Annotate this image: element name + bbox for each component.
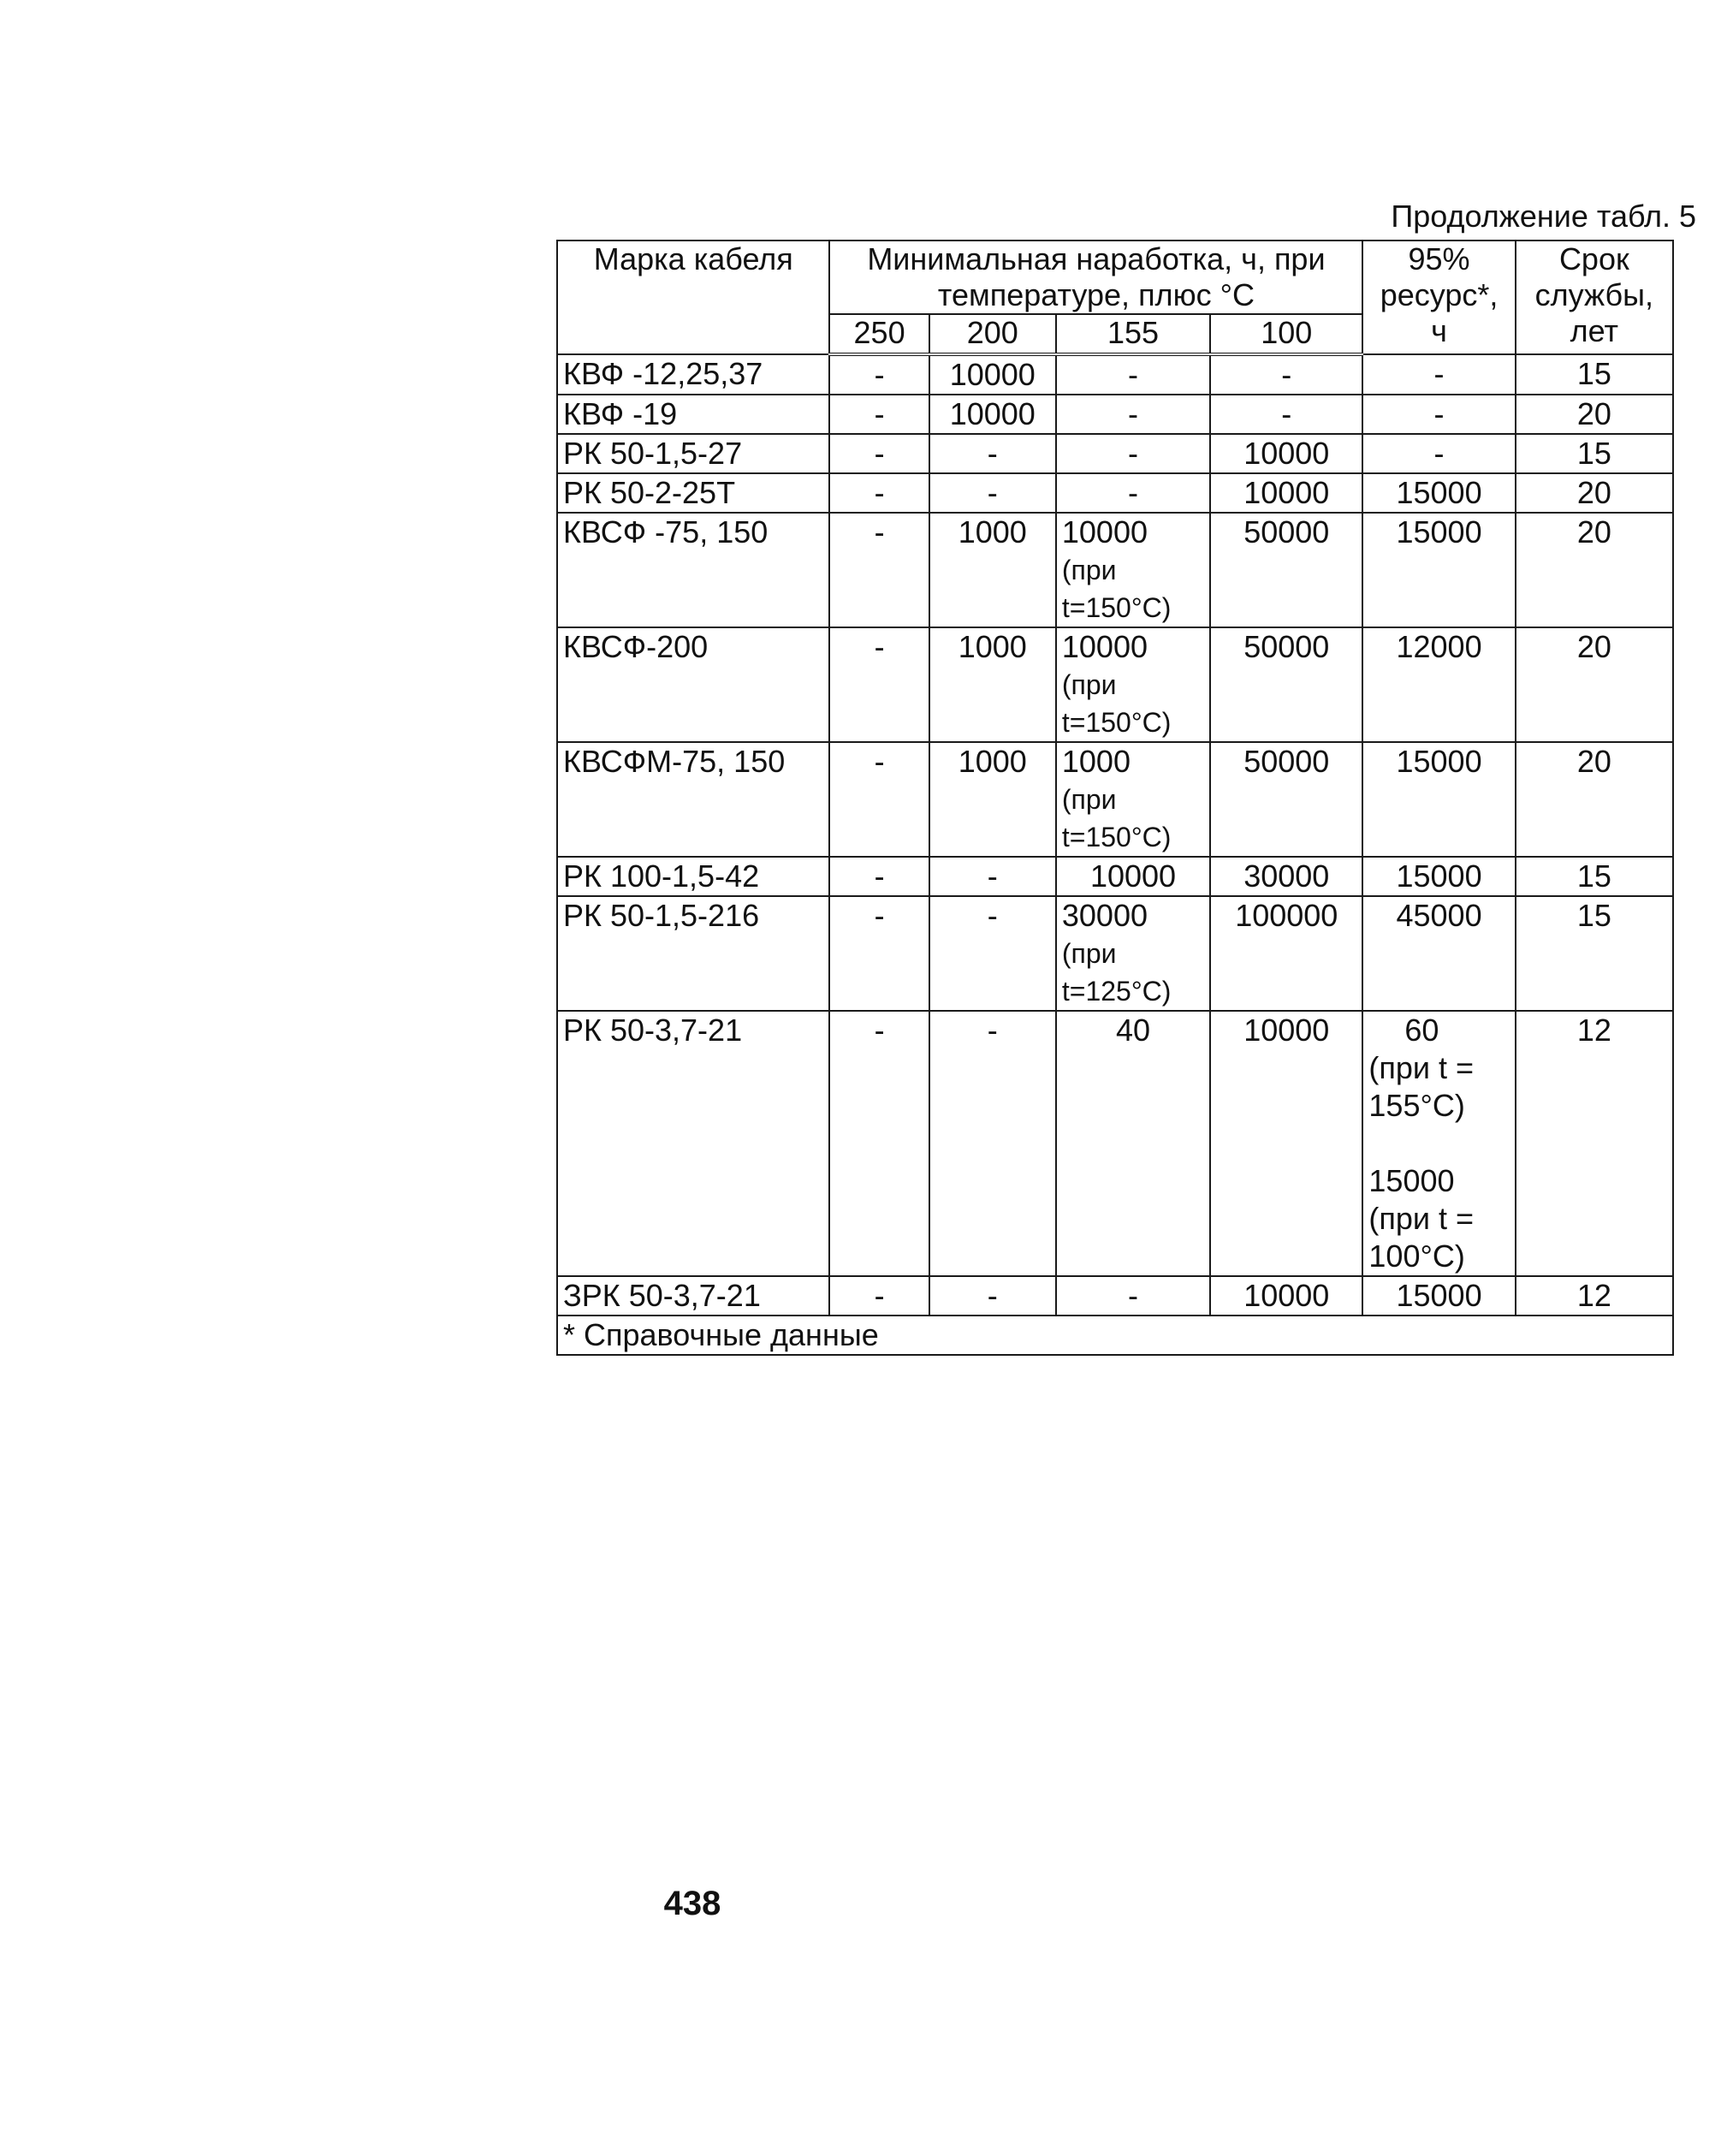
cell-t200: - bbox=[929, 473, 1056, 513]
table-row bbox=[557, 354, 1673, 395]
cable-runtime-table bbox=[556, 240, 1674, 1356]
cell-life: 20 bbox=[1516, 513, 1673, 627]
table-row bbox=[557, 896, 1673, 1011]
cell-life: 12 bbox=[1516, 1011, 1673, 1276]
cell-resource: 15000 bbox=[1362, 1276, 1515, 1316]
cell-t250: - bbox=[829, 473, 929, 513]
cell-brand: КВФ -12,25,37 bbox=[557, 354, 829, 395]
cell-t200: - bbox=[929, 1011, 1056, 1276]
table-row bbox=[557, 742, 1673, 857]
cell-t155-value: 10000 bbox=[1061, 629, 1148, 664]
table-row bbox=[557, 434, 1673, 473]
cell-t250: - bbox=[829, 1011, 929, 1276]
cell-resource-note: (при t = bbox=[1368, 1050, 1475, 1085]
cell-t155-note: (при bbox=[1061, 555, 1117, 585]
cell-t250: - bbox=[829, 395, 929, 434]
cell-t155: - bbox=[1056, 434, 1210, 473]
cell-t155-note: (при bbox=[1061, 669, 1117, 700]
cell-t155-value: 1000 bbox=[1061, 744, 1131, 779]
table-footnote: * Справочные данные bbox=[557, 1316, 1673, 1355]
cell-t155-note: t=125°С) bbox=[1061, 976, 1172, 1007]
cell-t155 bbox=[1056, 742, 1210, 857]
cell-life: 15 bbox=[1516, 434, 1673, 473]
cell-t200: 10000 bbox=[929, 354, 1056, 395]
cell-life: 12 bbox=[1516, 1276, 1673, 1316]
cell-brand: РК 50-2-25Т bbox=[557, 473, 829, 513]
table-row bbox=[557, 395, 1673, 434]
cell-brand: КВСФ -75, 150 bbox=[557, 513, 829, 627]
cell-life: 15 bbox=[1516, 354, 1673, 395]
cell-t155 bbox=[1056, 627, 1210, 742]
cell-t250: - bbox=[829, 742, 929, 857]
cell-brand: РК 100-1,5-42 bbox=[557, 857, 829, 896]
header-temp-100: 100 bbox=[1210, 314, 1362, 354]
cell-life: 20 bbox=[1516, 742, 1673, 857]
cell-life: 20 bbox=[1516, 627, 1673, 742]
cell-t200: - bbox=[929, 434, 1056, 473]
cell-resource: 15000 bbox=[1362, 857, 1515, 896]
cell-t100: 30000 bbox=[1210, 857, 1362, 896]
header-min-runtime: Минимальная наработка, ч, при температуре, плюс °С bbox=[829, 241, 1362, 314]
cell-resource: - bbox=[1362, 395, 1515, 434]
cell-t155: 10000 bbox=[1056, 857, 1210, 896]
cell-t250: - bbox=[829, 1276, 929, 1316]
cell-t100: 50000 bbox=[1210, 627, 1362, 742]
cell-t155-note: t=150°С) bbox=[1061, 592, 1172, 623]
cell-brand: КВФ -19 bbox=[557, 395, 829, 434]
cell-t250: - bbox=[829, 857, 929, 896]
table-row bbox=[557, 513, 1673, 627]
cell-t200: - bbox=[929, 896, 1056, 1011]
page-number: 438 bbox=[663, 1885, 721, 1922]
cell-t155 bbox=[1056, 896, 1210, 1011]
cell-t155-note: (при bbox=[1061, 938, 1117, 969]
cell-t155: 40 bbox=[1056, 1011, 1210, 1276]
cell-t200: - bbox=[929, 1276, 1056, 1316]
cell-t155: - bbox=[1056, 1276, 1210, 1316]
table-row bbox=[557, 1276, 1673, 1316]
cell-t250: - bbox=[829, 896, 929, 1011]
cell-brand: КВСФМ-75, 150 bbox=[557, 742, 829, 857]
cell-life: 20 bbox=[1516, 395, 1673, 434]
header-brand: Марка кабеля bbox=[557, 241, 829, 354]
cell-resource-note-2: 100°С) bbox=[1368, 1238, 1465, 1274]
cell-t100: 100000 bbox=[1210, 896, 1362, 1011]
cell-t100: 10000 bbox=[1210, 1011, 1362, 1276]
cell-resource: 12000 bbox=[1362, 627, 1515, 742]
cell-t100: 50000 bbox=[1210, 742, 1362, 857]
cell-resource-value: 60 bbox=[1404, 1013, 1439, 1048]
cell-resource-note-2: (при t = bbox=[1368, 1201, 1475, 1236]
header-service-life: Срок службы, лет bbox=[1516, 241, 1673, 354]
cell-t250: - bbox=[829, 434, 929, 473]
cell-t100: 10000 bbox=[1210, 434, 1362, 473]
cell-t155-note: t=150°С) bbox=[1061, 707, 1172, 738]
table-row bbox=[557, 473, 1673, 513]
table-row bbox=[557, 627, 1673, 742]
table-continuation-label: Продолжение табл. 5 bbox=[1391, 199, 1696, 234]
cell-t155: - bbox=[1056, 395, 1210, 434]
cell-t200: - bbox=[929, 857, 1056, 896]
cell-brand: КВСФ-200 bbox=[557, 627, 829, 742]
header-resource: 95% ресурс*, ч bbox=[1362, 241, 1515, 354]
table-footnote-row bbox=[557, 1316, 1673, 1355]
cell-t155: - bbox=[1056, 473, 1210, 513]
cell-brand: РК 50-3,7-21 bbox=[557, 1011, 829, 1276]
cell-life: 15 bbox=[1516, 857, 1673, 896]
cell-life: 20 bbox=[1516, 473, 1673, 513]
cell-t155-note: t=150°С) bbox=[1061, 822, 1172, 852]
cell-t200: 1000 bbox=[929, 513, 1056, 627]
table-row bbox=[557, 857, 1673, 896]
header-temp-200: 200 bbox=[929, 314, 1056, 354]
cell-resource: 15000 bbox=[1362, 742, 1515, 857]
cell-resource: 45000 bbox=[1362, 896, 1515, 1011]
cell-t100: - bbox=[1210, 395, 1362, 434]
cell-brand: ЗРК 50-3,7-21 bbox=[557, 1276, 829, 1316]
cell-t250: - bbox=[829, 513, 929, 627]
cell-t200: 1000 bbox=[929, 742, 1056, 857]
cell-resource-note: 155°С) bbox=[1368, 1088, 1465, 1123]
cell-t250: - bbox=[829, 627, 929, 742]
cell-resource: 15000 bbox=[1362, 513, 1515, 627]
cell-t100: 10000 bbox=[1210, 1276, 1362, 1316]
cell-t155: - bbox=[1056, 354, 1210, 395]
cell-brand: РК 50-1,5-27 bbox=[557, 434, 829, 473]
header-temp-155: 155 bbox=[1056, 314, 1210, 354]
cell-brand: РК 50-1,5-216 bbox=[557, 896, 829, 1011]
cell-resource: - bbox=[1362, 354, 1515, 395]
cell-spacer bbox=[1368, 1125, 1509, 1162]
cell-t100: - bbox=[1210, 354, 1362, 395]
cell-t100: 50000 bbox=[1210, 513, 1362, 627]
table-row bbox=[557, 1011, 1673, 1276]
cell-t155-note: (при bbox=[1061, 784, 1117, 815]
cell-t250: - bbox=[829, 354, 929, 395]
cell-resource bbox=[1362, 1011, 1515, 1276]
cell-t155-value: 10000 bbox=[1061, 514, 1148, 549]
cell-t100: 10000 bbox=[1210, 473, 1362, 513]
cell-t200: 10000 bbox=[929, 395, 1056, 434]
cell-t155-value: 30000 bbox=[1061, 898, 1148, 933]
cell-resource: - bbox=[1362, 434, 1515, 473]
cell-t200: 1000 bbox=[929, 627, 1056, 742]
cell-life: 15 bbox=[1516, 896, 1673, 1011]
header-temp-250: 250 bbox=[829, 314, 929, 354]
cell-resource: 15000 bbox=[1362, 473, 1515, 513]
cell-t155 bbox=[1056, 513, 1210, 627]
cell-resource-value-2: 15000 bbox=[1368, 1163, 1455, 1198]
